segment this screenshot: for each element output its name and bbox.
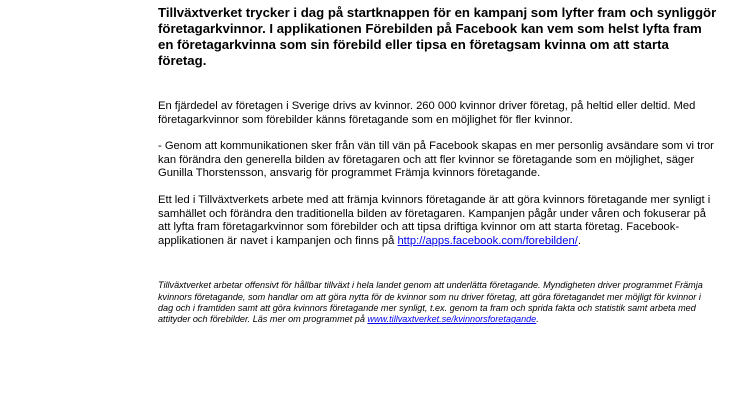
lead-paragraph: Tillväxtverket trycker i dag på startknappen för en kampanj som lyfter fram och synliggör företagarkvinnor. I applikationen Förebilden på Facebook kan vem som helst lyfta fram en företagarkvinna som sin förebild eller tipsa en företagsam kvinna om att starta företag. xyxy=(158,5,717,68)
footer-about xyxy=(158,280,718,325)
paragraph-statistics: En fjärdedel av företagen i Sverige drivs av kvinnor. 260 000 kvinnor driver företag, på heltid eller deltid. Med företagarkvinnor som förebilder känns företagande som en möjlighet för fler kvinnor. xyxy=(158,100,696,126)
paragraph-campaign-end: . xyxy=(577,234,581,247)
paragraph-campaign xyxy=(158,194,718,248)
footer-end: . xyxy=(536,313,539,324)
paragraph-quote: - Genom att kommunikationen sker från vän till vän på Facebook skapas en mer personlig avsändare som vi tror kan förändra den generella bilden av företagaren och att fler kvinnor se företagande som en möjlighet, säger Gunilla Thorstensson, ansvarig för programmet Främja kvinnors företagande. xyxy=(158,140,714,180)
program-website-link[interactable]: www.tillvaxtverket.se/kvinnorsforetagande xyxy=(367,313,537,324)
footer-text: Tillväxtverket arbetar offensivt för hållbar tillväxt i hela landet genom att underlätta företagande. Myndigheten driver programmet Främja kvinnors företagande, som handlar om att göra nytta för de kvinnor som nu driver företag, att göra företagandet mer möjligt för kvinnor i dag och i framtiden samt att göra kvinnors företagande mer synligt, t.ex. genom ta fram och sprida fakta och statistik samt arbeta med attityder och förebilder. Läs mer om programmet på xyxy=(158,280,703,324)
paragraph-campaign-text: Ett led i Tillväxtverkets arbete med att främja kvinnors företagande är att göra kvinnors företagande mer synligt i samhället och förändra den traditionella bilden av företagaren. Kampanjen pågår under våren och fokuserar på att lyfta fram företagarkvinnor som förebilder och att tipsa driftiga kvinnor om att starta företag. Facebook-applikationen är navet i kampanjen och finns på xyxy=(158,193,711,247)
press-release xyxy=(158,0,718,325)
facebook-app-link[interactable]: http://apps.facebook.com/forebilden/ xyxy=(397,234,578,247)
